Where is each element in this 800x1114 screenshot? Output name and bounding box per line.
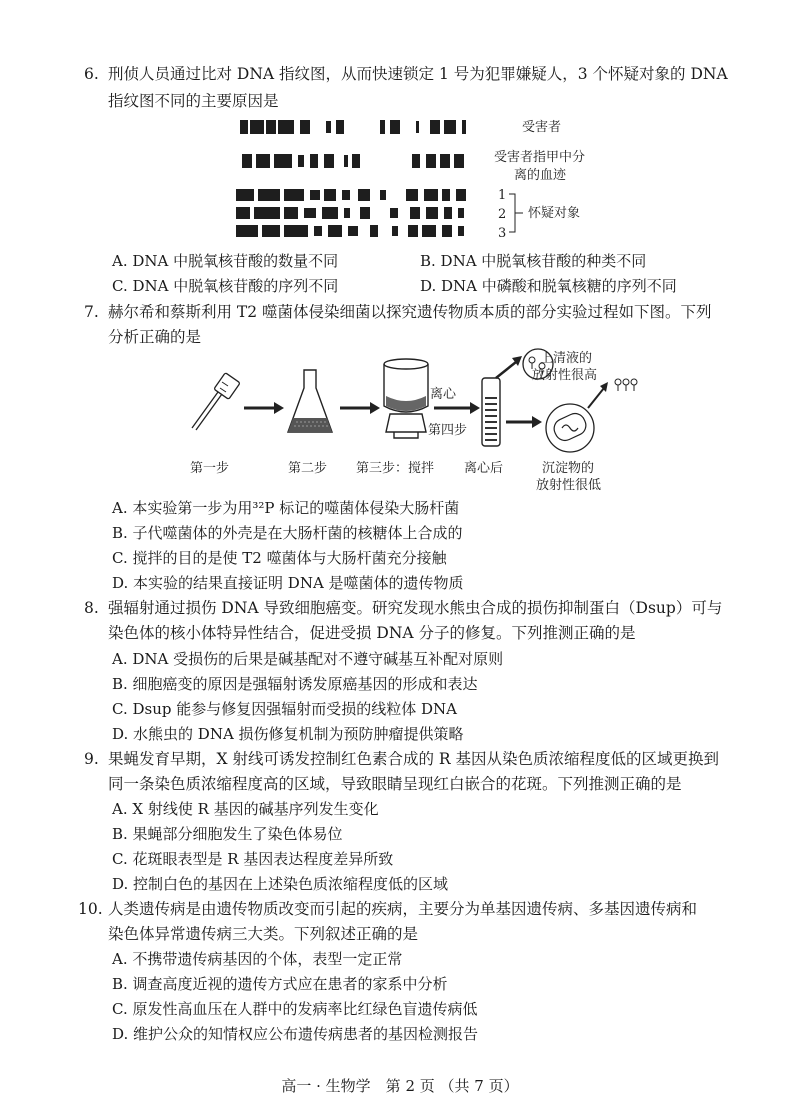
- blender-icon: [384, 359, 428, 438]
- q7-stem-line-1: 赫尔希和蔡斯利用 T2 噬菌体侵染细菌以探究遗传物质本质的部分实验过程如下图。下列: [108, 303, 712, 321]
- q6-option-c[interactable]: C. DNA 中脱氧核苷酸的序列不同: [112, 277, 339, 295]
- q8-stem-line-1: 强辐射通过损伤 DNA 导致细胞癌变。研究发现水熊虫合成的损伤抑制蛋白（Dsup）可与: [108, 599, 723, 617]
- q6-option-b[interactable]: B. DNA 中脱氧核苷酸的种类不同: [420, 252, 647, 270]
- q6-stem-line-2: 指纹图不同的主要原因是: [108, 92, 279, 110]
- q8-number: 8.: [84, 599, 99, 617]
- label-centrifuge: 离心: [430, 387, 457, 402]
- suspect-number-2: 2: [498, 207, 507, 222]
- q10-number: 10.: [78, 900, 103, 918]
- q9-number: 9.: [84, 750, 99, 768]
- phage-tool-icon: [192, 373, 240, 430]
- q10-stem-line-1: 人类遗传病是由遗传物质改变而引起的疾病，主要分为单基因遗传病、多基因遗传病和: [108, 900, 698, 918]
- fingerprint-row-suspect-2: [236, 207, 464, 219]
- q8-option-b[interactable]: B. 细胞癌变的原因是强辐射诱发原癌基因的形成和表达: [112, 675, 478, 693]
- suspect-bracket: [509, 194, 523, 232]
- q6-option-a[interactable]: A. DNA 中脱氧核苷酸的数量不同: [112, 252, 339, 270]
- fingerprint-row-victim: [240, 120, 466, 134]
- label-supernatant-line-1: 上清液的: [540, 351, 593, 366]
- q9-option-a[interactable]: A. X 射线使 R 基因的碱基序列发生变化: [112, 800, 379, 818]
- label-blood-line-2: 离的血迹: [514, 168, 567, 183]
- q7-option-c[interactable]: C. 搅拌的目的是使 T2 噬菌体与大肠杆菌充分接触: [112, 549, 447, 567]
- flask-icon: [288, 370, 332, 432]
- arrow-4-head: [532, 416, 542, 428]
- q8-option-a[interactable]: A. DNA 受损伤的后果是碱基配对不遵守碱基互补配对原则: [112, 650, 504, 668]
- q6-number: 6.: [84, 65, 99, 83]
- q9-option-c[interactable]: C. 花斑眼表型是 R 基因表达程度差异所致: [112, 850, 394, 868]
- q10-option-b[interactable]: B. 调查高度近视的遗传方式应在患者的家系中分析: [112, 975, 448, 993]
- q10-stem-line-2: 染色体异常遗传病三大类。下列叙述正确的是: [108, 925, 419, 943]
- label-after-centrifuge: 离心后: [464, 461, 504, 476]
- label-victim: 受害者: [522, 120, 562, 135]
- label-suspects: 怀疑对象: [528, 206, 581, 221]
- q6-stem-line-1: 刑侦人员通过比对 DNA 指纹图，从而快速锁定 1 号为犯罪嫌疑人，3 个怀疑对象的 DNA: [108, 65, 728, 83]
- suspect-number-1: 1: [498, 188, 507, 203]
- fingerprint-row-suspect-3: [236, 225, 464, 237]
- q7-option-a[interactable]: A. 本实验第一步为用³²P 标记的噬菌体侵染大肠杆菌: [112, 499, 460, 517]
- q8-stem-line-2: 染色体的核小体特异性结合，促进受损 DNA 分子的修复。下列推测正确的是: [108, 624, 636, 642]
- arrow-up: [496, 362, 516, 378]
- q9-stem-line-1: 果蝇发育早期，X 射线可诱发控制红色素合成的 R 基因从染色质浓缩程度低的区域更换到: [108, 750, 719, 768]
- arrow-3-head: [470, 402, 480, 414]
- q9-option-d[interactable]: D. 控制白色的基因在上述染色质浓缩程度低的区域: [112, 875, 449, 893]
- q9-option-b[interactable]: B. 果蝇部分细胞发生了染色体易位: [112, 825, 343, 843]
- q10-option-c[interactable]: C. 原发性高血压在人群中的发病率比红绿色盲遗传病低: [112, 1000, 478, 1018]
- label-step1: 第一步: [190, 461, 230, 476]
- label-precipitate-line-1: 沉淀物的: [542, 461, 595, 476]
- dna-fingerprint-figure: [230, 112, 630, 247]
- bacterium-icon: [551, 410, 589, 443]
- q10-option-d[interactable]: D. 维护公众的知情权应公布遗传病患者的基因检测报告: [112, 1025, 479, 1043]
- arrow-2-head: [370, 402, 380, 414]
- q7-number: 7.: [84, 303, 99, 321]
- label-precipitate-line-2: 放射性很低: [536, 478, 602, 493]
- centrifuge-tube-icon: [482, 378, 500, 446]
- q8-option-d[interactable]: D. 水熊虫的 DNA 损伤修复机制为预防肿瘤提供策略: [112, 725, 464, 743]
- q7-option-b[interactable]: B. 子代噬菌体的外壳是在大肠杆菌的核糖体上合成的: [112, 524, 463, 542]
- label-supernatant-line-2: 放射性很高: [532, 368, 598, 383]
- label-blood-line-1: 受害者指甲中分: [494, 150, 586, 165]
- page-footer: 高一 · 生物学 第 2 页 （共 7 页）: [281, 1077, 519, 1095]
- arrow-1-head: [274, 402, 284, 414]
- q6-option-d[interactable]: D. DNA 中磷酸和脱氧核糖的序列不同: [420, 277, 677, 295]
- q9-stem-line-2: 同一条染色质浓缩程度高的区域，导致眼睛呈现红白嵌合的花斑。下列推测正确的是: [108, 775, 682, 793]
- label-step2: 第二步: [288, 461, 328, 476]
- phage-experiment-figure: [180, 348, 660, 493]
- q10-option-a[interactable]: A. 不携带遗传病基因的个体，表型一定正常: [112, 950, 403, 968]
- fingerprint-row-suspect-1: [236, 189, 466, 201]
- q7-option-d[interactable]: D. 本实验的结果直接证明 DNA 是噬菌体的遗传物质: [112, 574, 464, 592]
- label-step3: 第三步：搅拌: [356, 461, 435, 476]
- q8-option-c[interactable]: C. Dsup 能参与修复因强辐射而受损的线粒体 DNA: [112, 700, 457, 718]
- suspect-number-3: 3: [498, 226, 507, 241]
- label-step4: 第四步: [428, 423, 468, 438]
- arrow-5: [588, 388, 604, 408]
- q7-stem-line-2: 分析正确的是: [108, 328, 202, 346]
- fingerprint-row-blood: [242, 154, 464, 168]
